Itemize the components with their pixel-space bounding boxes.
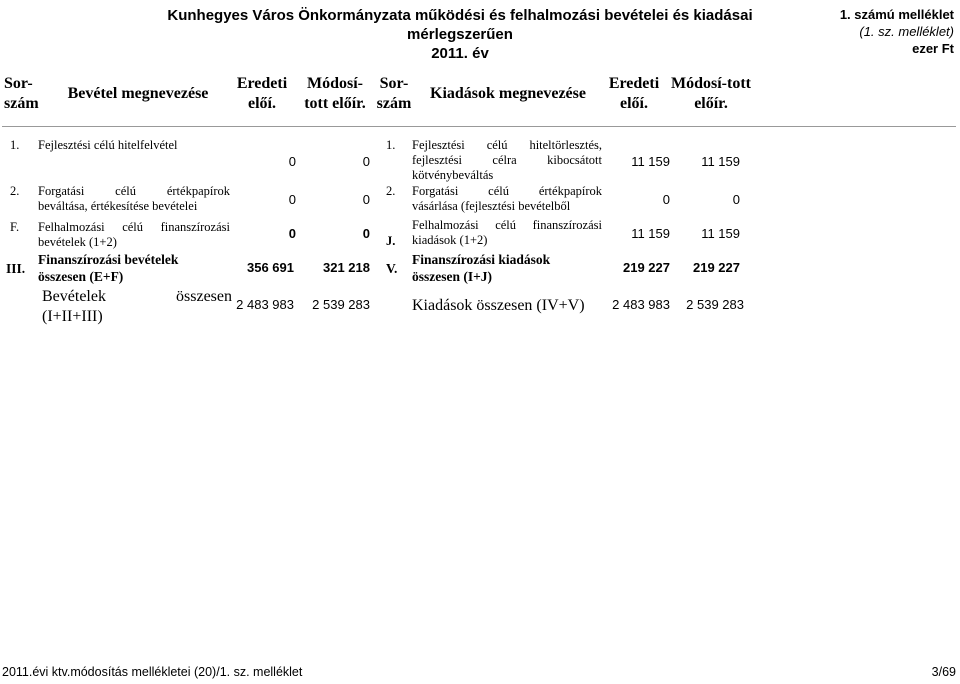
- row4-right-no: V.: [386, 261, 398, 276]
- row5-left-label: [42, 287, 232, 327]
- row3-right-mod: 11 159: [701, 226, 740, 241]
- row4-left-orig: 356 691: [247, 260, 294, 275]
- annex-label: [840, 6, 954, 57]
- row2-left-mod: 0: [362, 192, 370, 207]
- page-number: 3/69: [931, 665, 956, 679]
- col-header-kiadas: Kiadások megnevezése: [430, 85, 586, 102]
- row5-left-mod: 2 539 283: [312, 297, 370, 312]
- row2-left-label-1: Forgatási célú értékpapírok: [38, 184, 230, 198]
- row1-right-label-1: Fejlesztési célú hiteltörlesztés,: [412, 138, 602, 152]
- page-title: [120, 6, 800, 63]
- col-header-modositott2-a: Módosí-tott: [671, 75, 751, 92]
- row1-right-mod: 11 159: [701, 154, 740, 169]
- row1-left-no: 1.: [10, 138, 20, 152]
- row1-right-no: 1.: [386, 138, 396, 152]
- col-header-sorszam-2: [376, 74, 412, 114]
- row2-left-label: [38, 184, 230, 214]
- col-header-eredeti-b: előí.: [248, 95, 276, 112]
- col-header-bevetel: Bevétel megnevezése: [67, 85, 209, 102]
- row2-left-label-2: beváltása, értékesítése bevételei: [38, 199, 198, 213]
- row2-left-no: 2.: [10, 184, 20, 198]
- col-header-modositott-b: tott előír.: [304, 95, 366, 112]
- title-line-2: 2011. év: [431, 45, 489, 62]
- row4-right-label-2: összesen (I+J): [412, 269, 493, 284]
- row4-left-label: [38, 251, 230, 285]
- annex-number: 1. számú melléklet: [839, 7, 954, 22]
- row3-left-label: [38, 220, 230, 250]
- row3-right-label-1: Felhalmozási célú finanszírozási: [412, 218, 602, 232]
- col-header-eredeti-a: Eredeti: [236, 75, 288, 92]
- header-divider: [2, 126, 956, 127]
- row3-right-label: [412, 218, 602, 248]
- title-line-1: Kunhegyes Város Önkormányzata működési és felhalmozási bevételei és kiadásai mérlegszerűen: [167, 7, 753, 43]
- col-header-modositott-2: [666, 74, 756, 114]
- col-header-eredeti2-a: Eredeti: [608, 75, 660, 92]
- row1-left-mod: 0: [362, 154, 370, 169]
- row1-left-label: Fejlesztési célú hitelfelvétel: [38, 138, 178, 152]
- footer-source: 2011.évi ktv.módosítás mellékletei (20)/1. sz. melléklet: [2, 665, 303, 679]
- row5-left-label-2: (I+II+III): [42, 308, 103, 325]
- col-header-sorszam2-a: Sor-: [379, 75, 409, 92]
- row3-left-no: F.: [10, 220, 20, 234]
- row4-right-mod: 219 227: [693, 260, 740, 275]
- row3-left-label-1: Felhalmozási célú finanszírozási: [38, 220, 230, 234]
- annex-ref: (1. sz. melléklet): [859, 24, 954, 39]
- row4-right-label-1: Finanszírozási kiadások: [412, 252, 551, 267]
- row1-right-label-3: kötvénybeváltás: [412, 168, 494, 182]
- row2-right-label-2: vásárlása (fejlesztési bevételből: [412, 199, 571, 213]
- col-header-sorszam: [4, 74, 38, 114]
- col-header-eredeti2-b: előí.: [620, 95, 648, 112]
- row4-left-no: III.: [6, 261, 26, 276]
- row5-left-label-1b: összesen: [176, 288, 232, 305]
- col-header-sorszam-b: szám: [4, 95, 39, 112]
- row4-left-label-1: Finanszírozási bevételek: [38, 252, 179, 267]
- row3-right-label-2: kiadások (1+2): [412, 233, 488, 247]
- row4-left-mod: 321 218: [323, 260, 370, 275]
- col-header-modositott2-b: előír.: [694, 95, 728, 112]
- row5-left-label-1a: Bevételek: [42, 288, 106, 305]
- row5-right-orig: 2 483 983: [612, 297, 670, 312]
- row3-right-orig: 11 159: [631, 226, 670, 241]
- row5-right-label: Kiadások összesen (IV+V): [412, 297, 585, 314]
- row5-right-mod: 2 539 283: [686, 297, 744, 312]
- row3-left-mod: 0: [362, 226, 370, 241]
- row1-left-orig: 0: [288, 154, 296, 169]
- col-header-eredeti: [234, 74, 290, 114]
- unit-label: ezer Ft: [912, 41, 954, 56]
- col-header-modositott-a: Módosí-: [307, 75, 363, 92]
- row2-right-mod: 0: [732, 192, 740, 207]
- col-header-sorszam2-b: szám: [376, 95, 412, 112]
- row4-left-label-2: összesen (E+F): [38, 269, 124, 284]
- row2-right-no: 2.: [386, 184, 396, 198]
- row2-right-label-1: Forgatási célú értékpapírok: [412, 184, 602, 198]
- row3-left-orig: 0: [288, 226, 296, 241]
- row4-right-label: [412, 251, 602, 285]
- row2-left-orig: 0: [288, 192, 296, 207]
- col-header-eredeti-2: [606, 74, 662, 114]
- col-header-sorszam-a: Sor-: [4, 75, 33, 92]
- row3-right-no: J.: [386, 234, 396, 248]
- col-header-modositott: [300, 74, 370, 114]
- row1-right-label: [412, 138, 602, 183]
- row3-left-label-2: bevételek (1+2): [38, 235, 117, 249]
- row1-right-orig: 11 159: [631, 154, 670, 169]
- row2-right-orig: 0: [662, 192, 670, 207]
- row4-right-orig: 219 227: [623, 260, 670, 275]
- row5-left-orig: 2 483 983: [236, 297, 294, 312]
- row2-right-label: [412, 184, 602, 214]
- row1-right-label-2: fejlesztési célra kibocsátott: [412, 153, 602, 167]
- row5-left-label-line1: [42, 287, 232, 307]
